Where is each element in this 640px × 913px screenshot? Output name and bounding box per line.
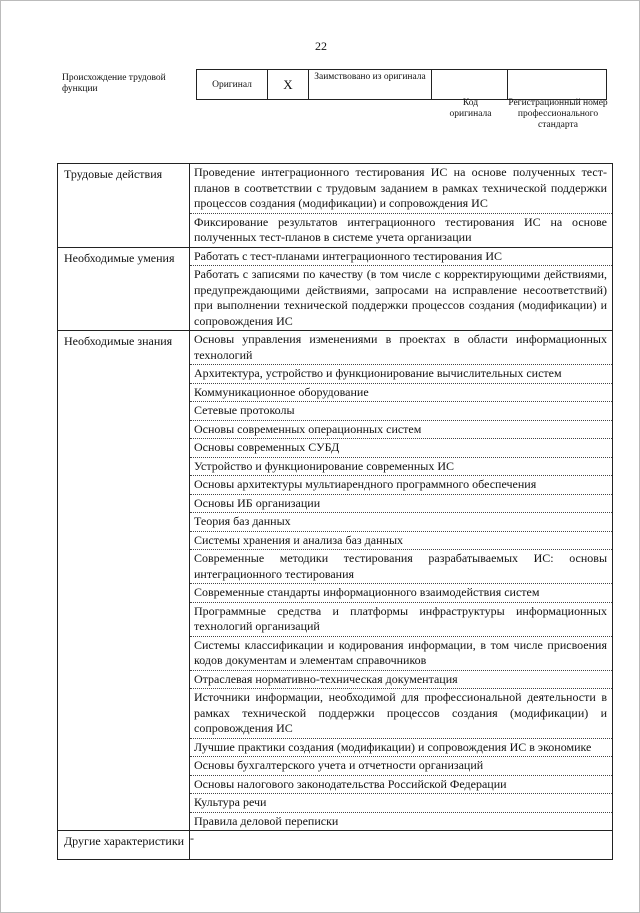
list-item: Источники информации, необходимой для профессиональной деятельности в рамках технической поддержки процессов создания (модификации) и сопровождения ИС [190,689,612,739]
borrowed-cell: Заимствовано из оригинала [309,70,432,100]
list-item: Современные стандарты информационного взаимодействия систем [190,584,612,603]
list-item: Правила деловой переписки [194,813,339,828]
list-item: Основы архитектуры мультиарендного программного обеспечения [190,476,612,495]
list-item: Культура речи [190,794,612,813]
list-item: Системы хранения и анализа баз данных [190,532,612,551]
list-item: Отраслевая нормативно-техническая документация [190,671,612,690]
list-item: Современные методики тестирования разрабатываемых ИС: основы интеграционного тестирования [190,550,612,584]
list-item: Основы налогового законодательства Российской Федерации [190,776,612,795]
function-table [57,163,613,860]
origin-label: Происхождение трудовой функции [62,73,166,94]
list-item: Работать с тест-планами интеграционного тестирования ИС [190,248,612,267]
other-value: - [190,831,613,860]
original-mark: X [268,70,309,100]
list-item: Фиксирование результатов интеграционного тестирования ИС на основе полученных тест-планов в системе учета организации [194,214,607,244]
list-item: Проведение интеграционного тестирования ИС на основе полученных тест-планов в соответствии с трудовым заданием в рамках технической поддержки процессов создания (модификации) и сопровождения ИС [190,164,612,214]
list-item: Основы бухгалтерского учета и отчетности организаций [190,757,612,776]
list-item: Основы управления изменениями в проектах в области информационных технологий [190,331,612,365]
reg-cell [508,70,607,100]
list-item: Работать с записями по качеству (в том числе с корректирующими действиями, предупреждающими действиями, запросами на исправление несоответствий) при выполнении технической поддержки процессов создания (модификации) и сопровождения ИС [194,267,607,328]
list-item: Основы современных операционных систем [190,421,612,440]
knowledge-label: Необходимые знания [58,331,190,831]
skills-row [58,247,613,331]
list-item: Устройство и функционирование современных ИС [190,458,612,477]
list-item: Основы современных СУБД [190,439,612,458]
original-cell: Оригинал [197,70,268,100]
list-item: Программные средства и платформы инфраструктуры информационных технологий организаций [190,603,612,637]
origin-table [196,69,607,100]
list-item: Коммуникационное оборудование [190,384,612,403]
list-item: Основы ИБ организации [190,495,612,514]
list-item: Системы классификации и кодирования информации, в том числе присвоения кодов документам и элементам справочников [190,637,612,671]
page-number: 22 [315,39,327,53]
list-item: Архитектура, устройство и функционирование вычислительных систем [190,365,612,384]
knowledge-items [190,331,613,831]
reg-caption: Регистрационный номер профессионального стандарта [508,98,608,130]
list-item: Теория баз данных [190,513,612,532]
other-label: Другие характеристики [58,831,190,860]
code-caption: Код оригинала [449,98,492,119]
list-item: Сетевые протоколы [190,402,612,421]
skills-items [190,247,613,331]
skills-label: Необходимые умения [58,247,190,331]
actions-label: Трудовые действия [58,164,190,248]
code-cell [432,70,508,100]
list-item: Лучшие практики создания (модификации) и сопровождения ИС в экономике [190,739,612,758]
actions-row [58,164,613,248]
knowledge-row [58,331,613,831]
actions-items [190,164,613,248]
other-row [58,831,613,860]
